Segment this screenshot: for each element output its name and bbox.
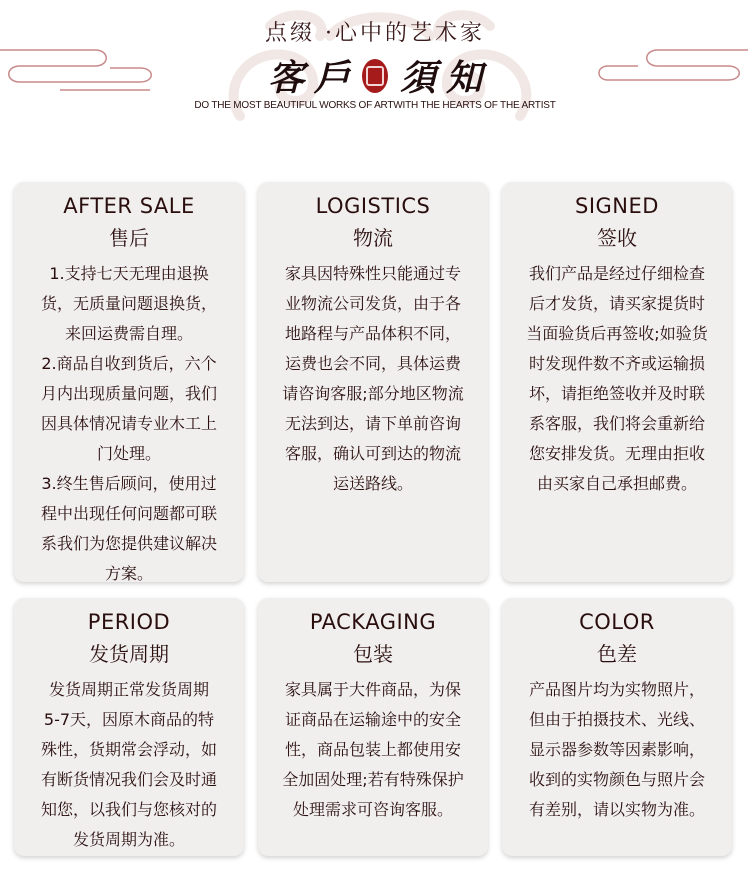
card-body: 产品图片均为实物照片， 但由于拍摄技术、光线、 显示器参数等因素影响， 收到的实物颜色与照片会 有差别，请以实物为准。 — [528, 680, 705, 819]
card-title-zh: 物流 — [353, 226, 393, 250]
card-after-sale — [14, 182, 244, 582]
card-signed — [502, 182, 732, 582]
card-body: 我们产品是经过仔细检查 后才发货，请买家提货时 当面验货后再签收;如验货 时发现件数不齐或运输损 坏，请拒绝签收并及时联 系客服，我们将会重新给 您安排发货。无理由拒收 由买家自己承担邮费。 — [526, 264, 708, 493]
card-color — [502, 598, 732, 856]
seal-stamp-icon — [362, 59, 388, 93]
title-char: 客 — [267, 57, 304, 99]
card-body: 发货周期正常发货周期 5-7天，因原木商品的特 殊性，货期常会浮动，如 有断货情况我们会及时通 知您，以我们与您核对的 发货周期为准。 — [40, 680, 217, 849]
header — [0, 0, 750, 150]
title-char: 知 — [446, 57, 483, 99]
page-title — [0, 50, 750, 101]
card-period — [14, 598, 244, 856]
card-title-zh: 签收 — [597, 226, 637, 250]
card-title-en: SIGNED — [575, 194, 659, 218]
card-title-en: AFTER SALE — [63, 194, 195, 218]
header-subtitle: 点缀 ·心中的艺术家 — [265, 21, 485, 46]
card-title-en: LOGISTICS — [315, 194, 431, 218]
card-body: 家具因特殊性只能通过专 业物流公司发货，由于各 地路程与产品体积不同， 运费也会不同，具体运费 请咨询客服;部分地区物流 无法到达，请下单前咨询 客服，确认可到达的物流 运送路线。 — [282, 264, 464, 493]
card-title-zh: 售后 — [109, 226, 149, 250]
card-body: 家具属于大件商品，为保 证商品在运输途中的安全 性，商品包装上都使用安 全加固处理;若有特殊保护 处理需求可咨询客服。 — [282, 680, 464, 819]
header-tagline: DO THE MOST BEAUTIFUL WORKS OF ARTWITH THE HEARTS OF THE ARTIST — [194, 100, 556, 111]
title-char: 須 — [400, 57, 437, 99]
card-logistics — [258, 182, 488, 582]
card-title-zh: 色差 — [597, 642, 637, 666]
card-title-zh: 发货周期 — [89, 642, 169, 666]
card-title-en: PACKAGING — [309, 610, 437, 634]
card-title-zh: 包装 — [353, 642, 393, 666]
title-char: 戶 — [313, 57, 350, 99]
card-title-en: COLOR — [579, 610, 655, 634]
card-body: 1.支持七天无理由退换 货，无质量问题退换货， 来回运费需自理。 2.商品自收到货后，六个 月内出现质量问题，我们 因具体情况请专业木工上 门处理。 3.终生售后顾问，使用过 程中出现任何问题都可联 系我们为您提供建议解决 方案。 — [40, 264, 217, 583]
card-title-en: PERIOD — [87, 610, 171, 634]
card-packaging — [258, 598, 488, 856]
